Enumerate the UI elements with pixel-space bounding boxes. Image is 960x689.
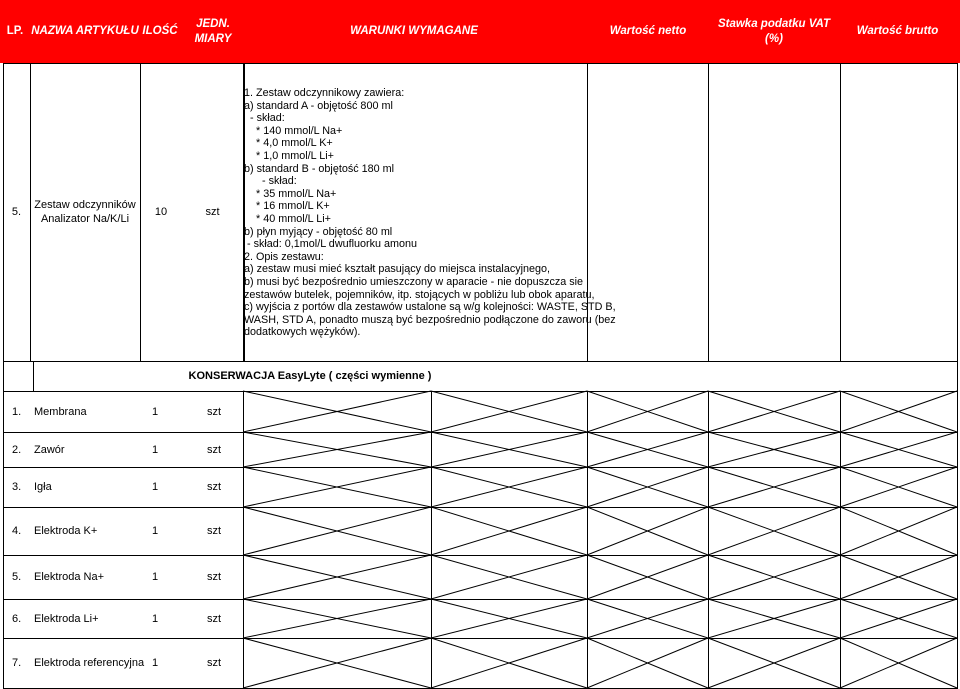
conditions-line: * 4,0 mmol/L K+ [244, 137, 333, 150]
part-lp: 3. [12, 481, 22, 493]
part-name: Elektroda referencyjna [34, 657, 145, 669]
conditions-line: WASH, STD A, ponadto muszą być bezpośrednio podłączone do zaworu (bez [244, 313, 616, 326]
part-unit: szt [207, 405, 222, 418]
conditions-line: c) wyjścia z portów dla zestawów ustalone są w/g kolejności: WASTE, STD B, [244, 301, 616, 314]
conditions-line: a) standard A - objętość 800 ml [244, 99, 393, 112]
part-name: Elektroda Li+ [34, 612, 99, 625]
main-item-name [30, 63, 140, 361]
conditions-line: 1. Zestaw odczynnikowy zawiera: [244, 87, 405, 99]
conditions-line: zestawów butelek, pojemników, itp. stojących w pobliżu lub obok aparatu, [244, 288, 595, 301]
conditions-line: - skład: 0,1mol/L dwufluorku amonu [244, 238, 418, 251]
part-name: Membrana [34, 405, 87, 418]
part-lp: 2. [12, 443, 22, 456]
conditions-line: b) płyn myjący - objętość 80 ml [244, 225, 393, 238]
part-name: Zawór [34, 443, 65, 456]
part-lp: 6. [12, 612, 22, 625]
part-unit: szt [207, 481, 222, 493]
part-unit: szt [207, 612, 222, 625]
header-vat-line1: Stawka podatku VAT [717, 17, 831, 30]
part-qty: 1 [152, 443, 159, 456]
part-lp: 5. [12, 571, 22, 583]
header-unit-line2: MIARY [194, 32, 232, 45]
main-item-lp: 5. [11, 206, 22, 218]
conditions-line: * 35 mmol/L Na+ [244, 187, 337, 200]
conditions-line: * 140 mmol/L Na+ [244, 124, 343, 137]
conditions-line: * 40 mmol/L Li+ [244, 212, 331, 225]
conditions-line: * 16 mmol/L K+ [244, 200, 330, 213]
main-item-conditions [244, 87, 616, 339]
part-unit: szt [207, 443, 222, 456]
part-qty: 1 [152, 612, 159, 625]
main-item-name-line2: Analizator Na/K/Li [40, 213, 130, 225]
conditions-line: dodatkowych wężyków). [244, 326, 361, 339]
part-lp: 7. [12, 657, 22, 669]
conditions-line: b) standard B - objętość 180 ml [244, 162, 395, 175]
main-item-unit: szt [205, 206, 220, 218]
part-lp: 4. [12, 525, 22, 537]
part-name: Igła [34, 481, 52, 493]
part-unit: szt [207, 571, 222, 583]
main-item-name-line1: Zestaw odczynników [34, 199, 136, 211]
header-qty: ILOŚĆ [142, 25, 178, 37]
main-item-qty: 10 [154, 206, 168, 218]
header-name: NAZWA ARTYKUŁU [31, 25, 139, 37]
header-vat-line2: (%) [765, 32, 783, 45]
conditions-line: - skład: [244, 175, 297, 188]
part-unit: szt [207, 525, 222, 537]
header-net: Wartość netto [609, 25, 687, 37]
header-gross: Wartość brutto [856, 25, 939, 37]
part-qty: 1 [152, 481, 159, 493]
conditions-line: b) musi być bezpośrednio umieszczony w aparacie - nie dopuszcza sie [244, 275, 584, 288]
header-unit-line1: JEDN. [196, 17, 230, 30]
section-title: KONSERWACJA EasyLyte ( części wymienne ) [188, 370, 432, 382]
conditions-line: 2. Opis zestawu: [244, 250, 324, 263]
conditions-line: * 1,0 mmol/L Li+ [244, 149, 334, 162]
part-qty: 1 [152, 405, 159, 418]
header-conditions: WARUNKI WYMAGANE [350, 25, 478, 37]
part-name: Elektroda K+ [34, 525, 98, 537]
conditions-line: a) zestaw musi mieć kształt pasujący do miejsca instalacyjnego, [244, 263, 551, 276]
part-unit: szt [207, 657, 222, 669]
part-qty: 1 [152, 571, 159, 583]
part-name: Elektroda Na+ [34, 571, 105, 583]
header-lp: LP. [6, 25, 24, 37]
part-qty: 1 [152, 657, 159, 669]
part-qty: 1 [152, 525, 159, 537]
part-lp: 1. [12, 405, 22, 418]
conditions-line: - skład: [244, 112, 285, 125]
